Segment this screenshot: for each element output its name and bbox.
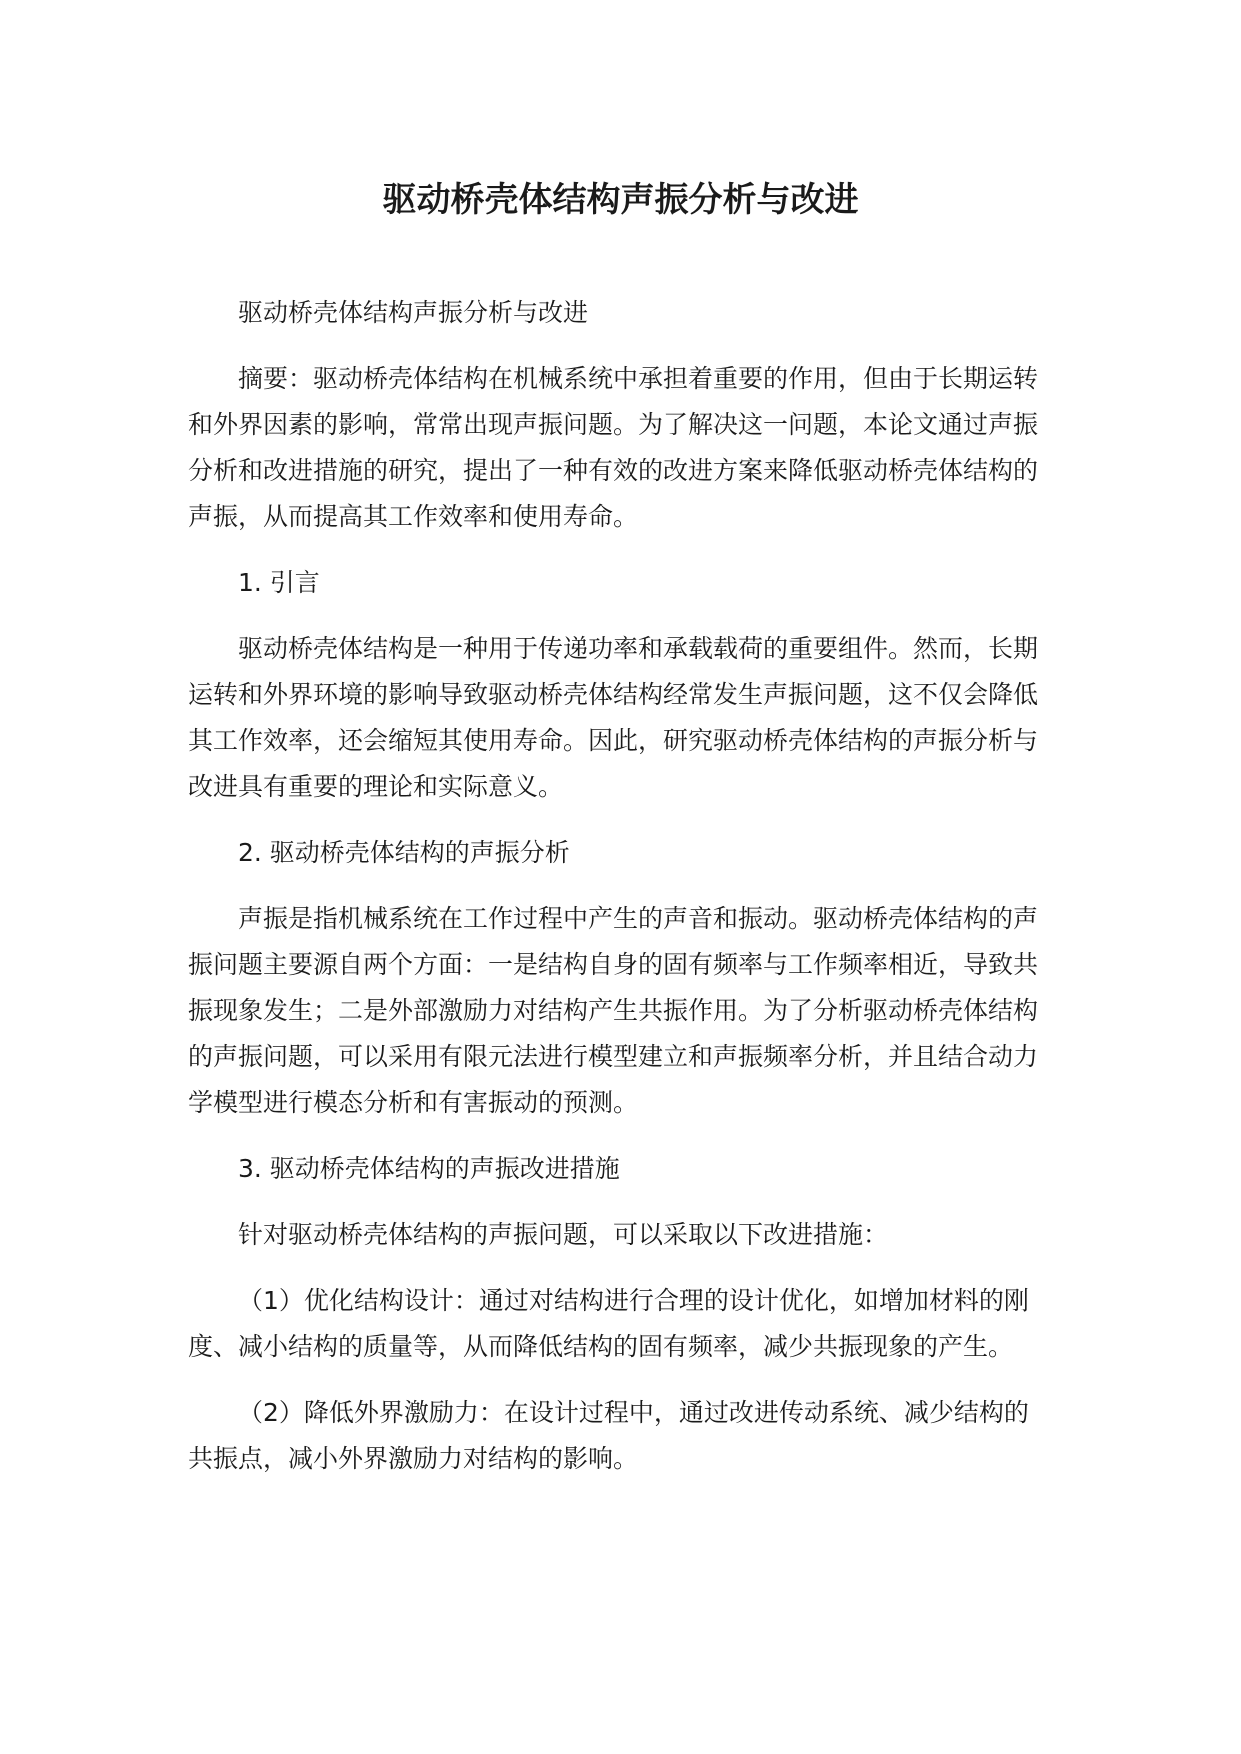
- document-body: [188, 290, 1048, 1502]
- improvement-intro-paragraph: 针对驱动桥壳体结构的声振问题，可以采取以下改进措施：: [238, 1220, 889, 1249]
- document-title: 驱动桥壳体结构声振分析与改进: [382, 180, 859, 220]
- introduction-paragraph: 驱动桥壳体结构是一种用于传递功率和承载载荷的重要组件。然而，长期运转和外界环境的影响导致驱动桥壳体结构经常发生声振问题，这不仅会降低其工作效率，还会缩短其使用寿命。因此，研究驱动桥壳体结构的声振分析与改进具有重要的理论和实际意义。: [188, 634, 1039, 801]
- subtitle-paragraph: 驱动桥壳体结构声振分析与改进: [238, 298, 589, 327]
- section-heading-introduction: 1. 引言: [238, 568, 320, 597]
- improvement-item-1: （1）优化结构设计：通过对结构进行合理的设计优化，如增加材料的刚度、减小结构的质量等，从而降低结构的固有频率，减少共振现象的产生。: [188, 1286, 1029, 1361]
- improvement-item-2: （2）降低外界激励力：在设计过程中，通过改进传动系统、减少结构的共振点，减小外界激励力对结构的影响。: [188, 1398, 1029, 1473]
- section-heading-analysis: 2. 驱动桥壳体结构的声振分析: [238, 838, 570, 867]
- abstract-paragraph: 摘要：驱动桥壳体结构在机械系统中承担着重要的作用，但由于长期运转和外界因素的影响，常常出现声振问题。为了解决这一问题，本论文通过声振分析和改进措施的研究，提出了一种有效的改进方案来降低驱动桥壳体结构的声振，从而提高其工作效率和使用寿命。: [188, 364, 1039, 531]
- section-heading-improvement: 3. 驱动桥壳体结构的声振改进措施: [238, 1154, 620, 1183]
- analysis-paragraph: 声振是指机械系统在工作过程中产生的声音和振动。驱动桥壳体结构的声振问题主要源自两个方面：一是结构自身的固有频率与工作频率相近，导致共振现象发生；二是外部激励力对结构产生共振作用。为了分析驱动桥壳体结构的声振问题，可以采用有限元法进行模型建立和声振频率分析，并且结合动力学模型进行模态分析和有害振动的预测。: [188, 904, 1039, 1117]
